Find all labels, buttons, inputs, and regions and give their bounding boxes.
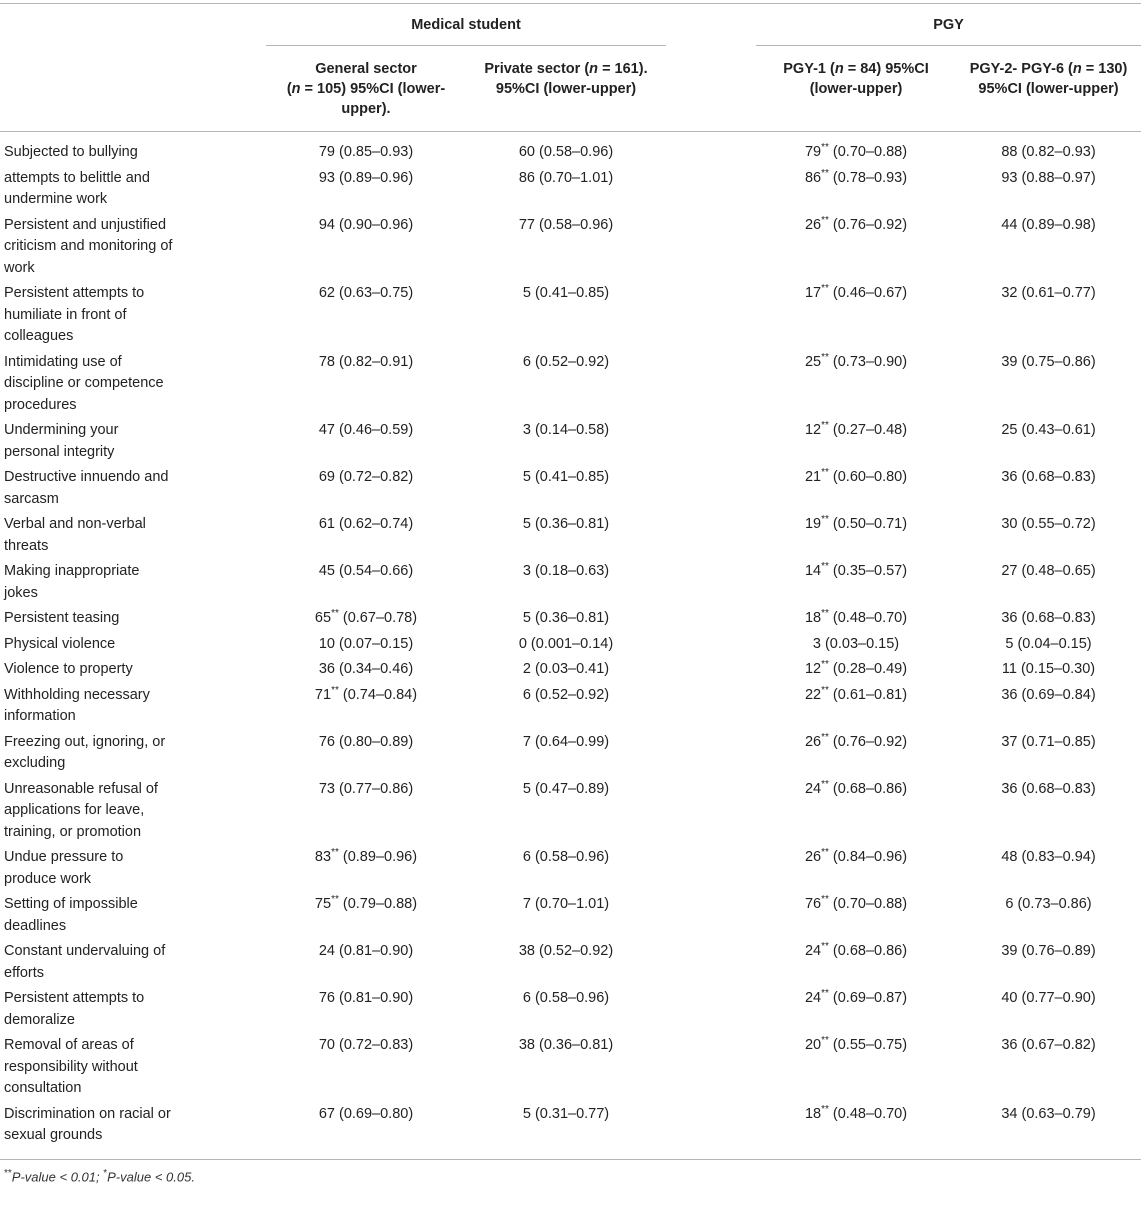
cell-private: 86 (0.70–1.01) [518, 169, 614, 186]
cell-pgy1: 24** (0.69–0.87) [804, 988, 908, 1006]
cell-private: 2 (0.03–0.41) [522, 661, 610, 677]
row-label: Undermining your personal integrity [4, 422, 119, 460]
cell-pgy26: 34 (0.63–0.79) [956, 1102, 1141, 1160]
spacer-cell [666, 213, 756, 282]
col-header-pgy1-suffix: = 84) 95%CI (lower-upper) [809, 61, 929, 97]
cell-private: 5 (0.36–0.81) [522, 610, 610, 626]
table-row [0, 512, 1141, 559]
cell-pgy1: 18** (0.48–0.70) [756, 1102, 956, 1160]
table-row [0, 777, 1141, 846]
cell-general: 93 (0.89–0.96) [318, 169, 414, 186]
footnote-double-star: ** [4, 1167, 12, 1179]
cell-pgy26: 36 (0.68–0.83) [1001, 610, 1096, 626]
group-header-row [0, 4, 1141, 46]
table-row [0, 657, 1141, 683]
col-header-pgy26-suffix: = 130) 95%CI (lower-upper) [978, 61, 1128, 97]
col-header-general-sector: General sector (n = 105) 95%CI (lower-upper). [266, 46, 466, 132]
bullying-table [0, 3, 1141, 1160]
blank-header [0, 4, 266, 46]
table-row [0, 418, 1141, 465]
cell-general: 78 (0.82–0.91) [318, 353, 414, 370]
table-row [0, 683, 1141, 730]
cell-pgy26: 36 (0.69–0.84) [1001, 686, 1096, 703]
cell-pgy26: 5 (0.04–0.15) [1005, 635, 1092, 652]
cell-private: 7 (0.70–1.01) [522, 896, 610, 912]
row-label: Destructive innuendo and sarcasm [4, 469, 169, 507]
col-header-pgy1-n: n [834, 61, 844, 77]
col-header-private-suffix: = 161). 95%CI (lower-upper) [495, 61, 648, 97]
table-row [0, 281, 1141, 350]
spacer-cell [666, 845, 756, 892]
row-label: Making inappropriate jokes [4, 563, 140, 601]
cell-private: 5 (0.36–0.81) [522, 516, 610, 532]
cell-pgy26: 6 (0.73–0.86) [1005, 896, 1092, 912]
group-header-pgy: PGY [756, 4, 1141, 46]
row-label: Setting of impossible deadlines [4, 896, 138, 934]
col-header-private-prefix: Private sector ( [484, 61, 590, 77]
spacer-cell [666, 1033, 756, 1102]
row-label: Physical violence [4, 635, 116, 652]
cell-private: 38 (0.36–0.81) [518, 1037, 614, 1053]
footnote-text-2: P-value < 0.05. [107, 1168, 195, 1184]
spacer-cell [666, 559, 756, 606]
col-header-private-n: n [589, 61, 599, 77]
spacer-cell [666, 777, 756, 846]
table-row [0, 632, 1141, 658]
col-header-pgy26-n: n [1072, 61, 1082, 77]
label-column-header [0, 46, 266, 132]
col-header-general-prefix: General sector [315, 61, 417, 77]
row-label: Persistent attempts to demoralize [4, 990, 145, 1028]
cell-general: 76 (0.80–0.89) [318, 733, 414, 750]
cell-general: 47 (0.46–0.59) [318, 422, 414, 438]
cell-general: 73 (0.77–0.86) [318, 780, 414, 797]
cell-pgy26: 30 (0.55–0.72) [1001, 516, 1096, 532]
cell-pgy26: 37 (0.71–0.85) [1001, 733, 1096, 750]
cell-general: 24 (0.81–0.90) [318, 943, 414, 959]
spacer-cell [666, 632, 756, 658]
footnote-single-star: * [103, 1167, 108, 1179]
cell-pgy26: 36 (0.68–0.83) [1001, 780, 1096, 797]
cell-pgy26: 88 (0.82–0.93) [1001, 144, 1096, 160]
group-header-medical-student: Medical student [266, 4, 666, 46]
cell-private: 6 (0.52–0.92) [522, 353, 610, 370]
table-row [0, 132, 1141, 166]
table-row [0, 1102, 1141, 1160]
cell-general: 45 (0.54–0.66) [318, 563, 414, 579]
cell-general: 76 (0.81–0.90) [318, 990, 414, 1006]
spacer-cell [666, 606, 756, 632]
spacer-header [666, 4, 756, 46]
row-label: Violence to property [4, 661, 133, 677]
column-header-row [0, 46, 1141, 132]
cell-pgy1: 26** (0.84–0.96) [804, 847, 908, 865]
cell-pgy26: 39 (0.75–0.86) [1001, 353, 1096, 370]
cell-pgy1: 14** (0.35–0.57) [804, 561, 908, 579]
cell-pgy26: 93 (0.88–0.97) [1001, 169, 1096, 186]
table-row [0, 166, 1141, 213]
col-header-general-suffix: = 105) 95%CI (lower-upper). [304, 81, 446, 117]
cell-general: 94 (0.90–0.96) [318, 216, 414, 233]
cell-pgy26: 36 (0.68–0.83) [1001, 469, 1096, 485]
row-label: Intimidating use of discipline or competence procedures [4, 353, 164, 413]
cell-general: 62 (0.63–0.75) [318, 285, 414, 301]
spacer-cell [666, 986, 756, 1033]
cell-pgy26: 32 (0.61–0.77) [1001, 285, 1096, 301]
table-body [0, 132, 1141, 1160]
cell-pgy26: 40 (0.77–0.90) [1001, 990, 1096, 1006]
cell-pgy1: 79** (0.70–0.88) [804, 142, 908, 160]
cell-general: 70 (0.72–0.83) [318, 1037, 414, 1053]
spacer-cell [666, 892, 756, 939]
cell-private: 6 (0.58–0.96) [522, 849, 610, 865]
cell-private: 60 (0.58–0.96) [518, 144, 614, 160]
cell-pgy26: 25 (0.43–0.61) [1001, 422, 1096, 438]
cell-pgy26: 44 (0.89–0.98) [1001, 216, 1096, 233]
spacer-cell [666, 683, 756, 730]
table-row [0, 845, 1141, 892]
cell-private: 3 (0.14–0.58) [522, 422, 610, 438]
cell-private: 6 (0.52–0.92) [522, 686, 610, 703]
cell-pgy26: 27 (0.48–0.65) [1001, 563, 1096, 579]
cell-pgy1: 12** (0.28–0.49) [804, 659, 908, 677]
spacer-cell [666, 132, 756, 166]
col-header-general-n: n [291, 81, 301, 97]
cell-pgy1: 19** (0.50–0.71) [804, 514, 908, 532]
row-label: Persistent and unjustified criticism and monitoring of work [4, 216, 173, 276]
cell-pgy26: 48 (0.83–0.94) [1001, 849, 1096, 865]
spacer-subheader [666, 46, 756, 132]
spacer-cell [666, 657, 756, 683]
cell-general: 79 (0.85–0.93) [318, 144, 414, 160]
cell-general: 83** (0.89–0.96) [314, 847, 418, 865]
cell-pgy1: 3 (0.03–0.15) [812, 635, 900, 652]
cell-general: 61 (0.62–0.74) [318, 516, 414, 532]
table-row [0, 986, 1141, 1033]
row-label: Undue pressure to produce work [4, 849, 124, 887]
cell-general: 36 (0.34–0.46) [318, 661, 414, 677]
cell-general: 67 (0.69–0.80) [266, 1102, 466, 1160]
spacer-cell [666, 465, 756, 512]
cell-general: 71** (0.74–0.84) [314, 684, 418, 703]
cell-pgy1: 17** (0.46–0.67) [804, 283, 908, 301]
cell-general: 75** (0.79–0.88) [314, 894, 418, 912]
cell-private: 5 (0.47–0.89) [522, 780, 610, 797]
table-row [0, 350, 1141, 419]
row-label: Withholding necessary information [4, 686, 150, 724]
footnote-text-1: P-value < 0.01; [11, 1168, 104, 1184]
cell-private: 0 (0.001–0.14) [518, 635, 614, 652]
cell-pgy1: 76** (0.70–0.88) [804, 894, 908, 912]
cell-pgy1: 26** (0.76–0.92) [804, 731, 908, 750]
table-row [0, 939, 1141, 986]
table-row [0, 559, 1141, 606]
table-row [0, 213, 1141, 282]
col-header-pgy1-prefix: PGY-1 ( [783, 61, 835, 77]
cell-pgy1: 24** (0.68–0.86) [804, 778, 908, 797]
cell-general: 10 (0.07–0.15) [318, 635, 414, 652]
col-header-pgy1 [756, 46, 956, 132]
cell-pgy26: 36 (0.67–0.82) [1001, 1037, 1096, 1053]
table-row [0, 730, 1141, 777]
cell-private: 6 (0.58–0.96) [522, 990, 610, 1006]
cell-private: 38 (0.52–0.92) [518, 943, 614, 959]
row-label: Constant undervaluing of efforts [4, 943, 166, 981]
cell-pgy1: 86** (0.78–0.93) [804, 167, 908, 186]
cell-pgy1: 18** (0.48–0.70) [804, 608, 908, 626]
cell-pgy1: 21** (0.60–0.80) [804, 467, 908, 485]
cell-pgy1: 24** (0.68–0.86) [804, 941, 908, 959]
cell-pgy1: 26** (0.76–0.92) [804, 214, 908, 233]
row-label: attempts to belittle and undermine work [4, 169, 150, 207]
spacer-cell [666, 166, 756, 213]
cell-private: 5 (0.41–0.85) [522, 469, 610, 485]
row-label: Persistent attempts to humiliate in front of colleagues [4, 285, 145, 344]
spacer-cell [666, 281, 756, 350]
row-label: Verbal and non-verbal threats [4, 516, 146, 554]
cell-private: 3 (0.18–0.63) [522, 563, 610, 579]
cell-general: 69 (0.72–0.82) [318, 469, 414, 485]
cell-general: 65** (0.67–0.78) [314, 608, 418, 626]
row-label: Removal of areas of responsibility without consultation [4, 1037, 138, 1096]
cell-private: 7 (0.64–0.99) [522, 733, 610, 750]
cell-pgy1: 12** (0.27–0.48) [804, 420, 908, 438]
footnote [0, 1160, 1145, 1192]
table-row [0, 892, 1141, 939]
row-label: Freezing out, ignoring, or excluding [4, 733, 166, 771]
row-label: Unreasonable refusal of applications for leave, training, or promotion [4, 780, 158, 840]
cell-pgy1: 20** (0.55–0.75) [804, 1035, 908, 1053]
spacer-cell [666, 1102, 756, 1160]
spacer-cell [666, 512, 756, 559]
table-row [0, 1033, 1141, 1102]
table-row [0, 606, 1141, 632]
row-label: Persistent teasing [4, 610, 120, 626]
cell-private: 5 (0.41–0.85) [522, 285, 610, 301]
row-label: Discrimination on racial or sexual grounds [0, 1102, 266, 1160]
spacer-cell [666, 350, 756, 419]
cell-pgy1: 25** (0.73–0.90) [804, 351, 908, 370]
spacer-cell [666, 418, 756, 465]
col-header-pgy26-prefix: PGY-2- PGY-6 ( [969, 61, 1073, 77]
cell-pgy26: 39 (0.76–0.89) [1001, 943, 1096, 959]
row-label: Subjected to bullying [4, 144, 138, 160]
spacer-cell [666, 730, 756, 777]
table-row [0, 465, 1141, 512]
spacer-cell [666, 939, 756, 986]
cell-private: 77 (0.58–0.96) [518, 216, 614, 233]
cell-private: 5 (0.31–0.77) [466, 1102, 666, 1160]
col-header-private-sector [466, 46, 666, 132]
cell-pgy26: 11 (0.15–0.30) [1001, 661, 1096, 677]
cell-pgy1: 22** (0.61–0.81) [804, 684, 908, 703]
col-header-pgy2-6 [956, 46, 1141, 132]
